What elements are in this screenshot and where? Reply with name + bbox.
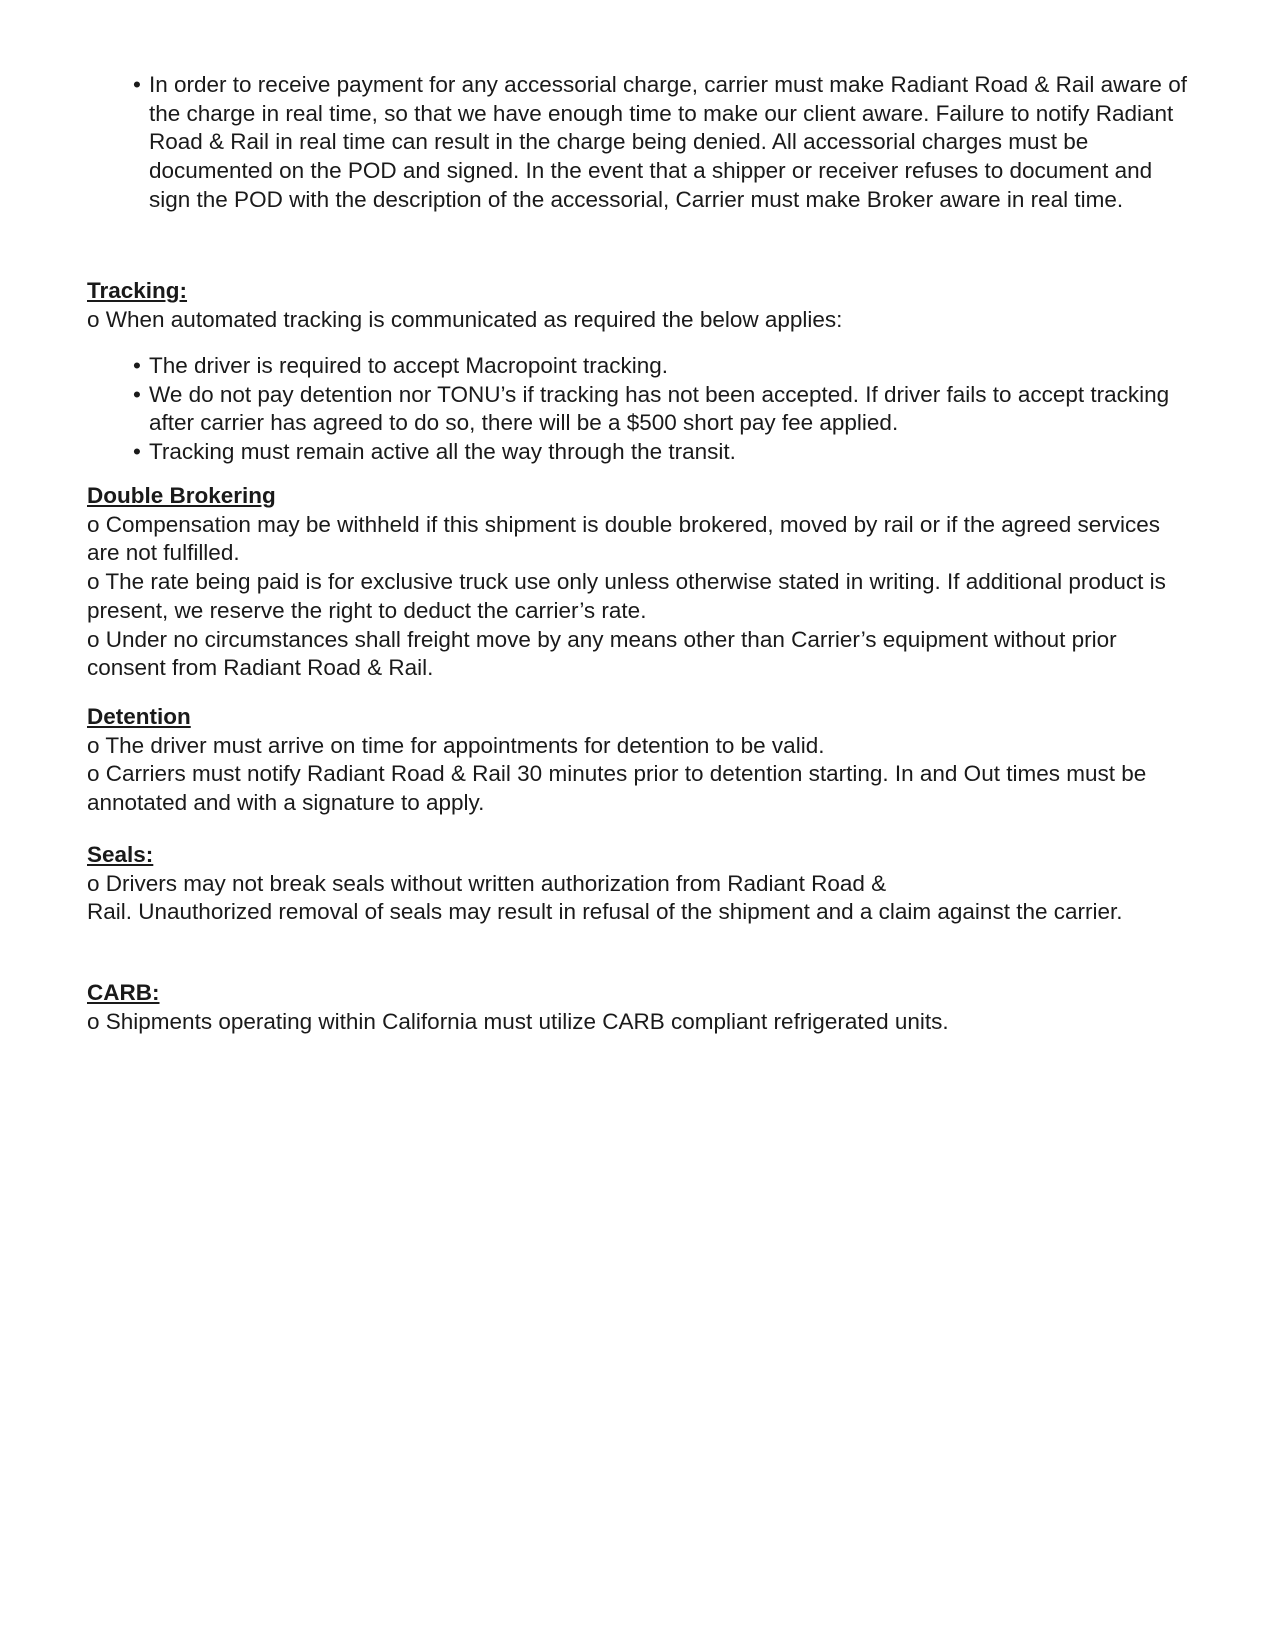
bullet-icon: •	[133, 381, 141, 407]
list-item	[87, 438, 1197, 467]
tracking-bullet-text: Tracking must remain active all the way through the transit.	[149, 439, 736, 465]
carb-section	[87, 979, 1197, 1036]
detention-heading: Detention	[87, 704, 191, 729]
accessorial-section	[87, 71, 1197, 215]
double-brokering-item: o Under no circumstances shall freight move by any means other than Carrier’s equipment without prior consent from Radiant Road & Rail.	[87, 626, 1117, 681]
seals-heading: Seals:	[87, 842, 154, 867]
tracking-bullet-list	[87, 352, 1197, 467]
tracking-bullet-text: We do not pay detention nor TONU’s if tracking has not been accepted. If driver fails to accept tracking after carrier has agreed to do so, there will be a $500 short pay fee applied.	[149, 381, 1170, 436]
double-brokering-heading: Double Brokering	[87, 483, 276, 508]
double-brokering-item: o Compensation may be withheld if this shipment is double brokered, moved by rail or if the agreed services are not fulfilled.	[87, 511, 1161, 566]
bullet-icon: •	[133, 353, 141, 378]
carb-heading: CARB:	[87, 980, 160, 1005]
accessorial-text: In order to receive payment for any accessorial charge, carrier must make Radiant Road & Rail aware of the charge in real time, so that we have enough time to make our client aware. Failure to notify Radiant Road & Rail in real time can result in the charge being denied. All accessorial charges must be documented on the POD and signed. In the event that a shipper or receiver refuses to document and sign the POD with the description of the accessorial, Carrier must make Broker aware in real time.	[149, 72, 1187, 212]
carb-item: o Shipments operating within California must utilize CARB compliant refrigerated units.	[87, 1008, 949, 1034]
detention-item: o Carriers must notify Radiant Road & Rail 30 minutes prior to detention starting. In and Out times must be annotated and with a signature to apply.	[87, 761, 1147, 816]
tracking-section	[87, 277, 1197, 334]
list-item	[87, 71, 1197, 215]
double-brokering-section	[87, 482, 1197, 683]
detention-item: o The driver must arrive on time for appointments for detention to be valid.	[87, 732, 825, 758]
list-item	[87, 352, 1197, 381]
detention-section	[87, 703, 1197, 818]
list-item	[87, 381, 1197, 438]
tracking-bullet-text: The driver is required to accept Macropoint tracking.	[149, 353, 668, 378]
bullet-icon: •	[133, 72, 141, 97]
tracking-heading: Tracking:	[87, 278, 188, 303]
seals-section	[87, 841, 1197, 927]
bullet-icon: •	[133, 439, 141, 465]
double-brokering-item: o The rate being paid is for exclusive truck use only unless otherwise stated in writing. If additional product is present, we reserve the right to deduct the carrier’s rate.	[87, 569, 1166, 623]
seals-item-line1: o Drivers may not break seals without written authorization from Radiant Road &	[87, 870, 887, 896]
tracking-intro: o When automated tracking is communicated as required the below applies:	[87, 306, 843, 332]
tracking-bullets-section	[87, 352, 1197, 467]
seals-item-line2: Rail. Unauthorized removal of seals may result in refusal of the shipment and a claim against the carrier.	[87, 899, 1123, 925]
accessorial-bullet-list	[87, 71, 1197, 215]
